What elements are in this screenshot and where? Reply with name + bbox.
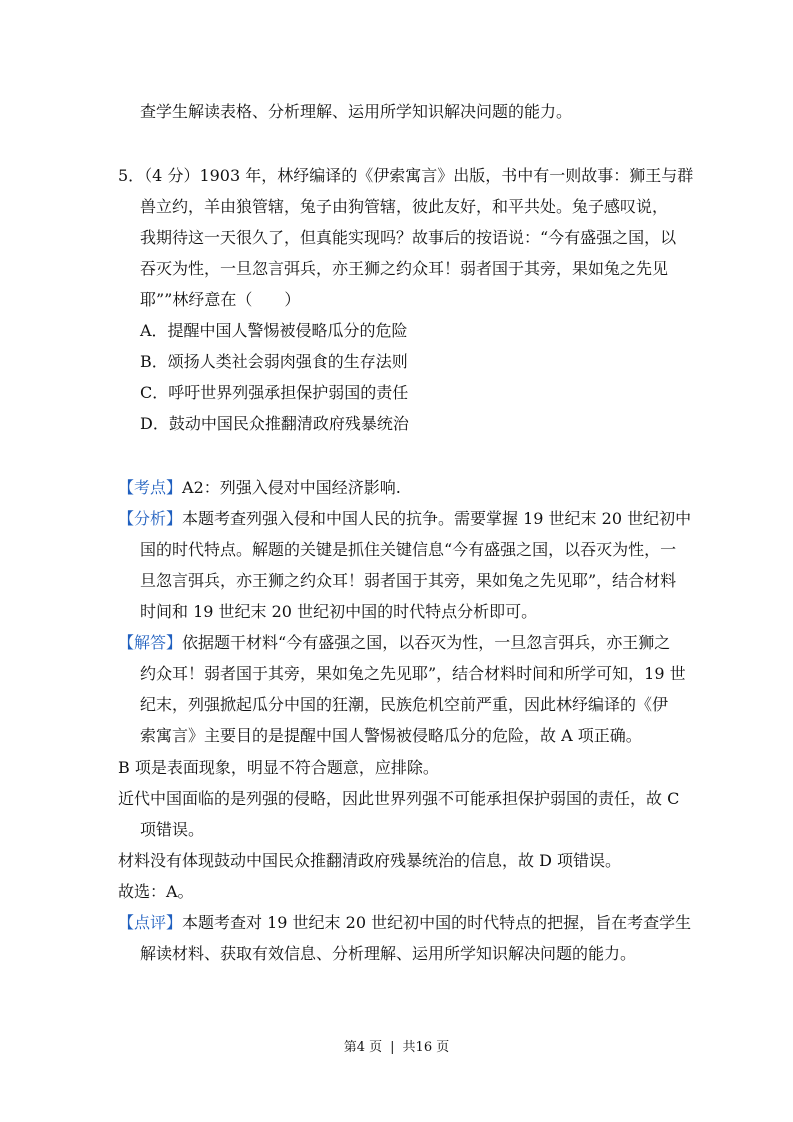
- question-stem-line: 我期待这一天很久了，但真能实现吗？故事后的按语说：“今有盛强之国，以: [140, 228, 677, 247]
- fenxi-section: [118, 509, 691, 529]
- fenxi-tag: 【分析】: [118, 509, 183, 528]
- answer-line: 故选：A。: [118, 882, 194, 901]
- jieda-c-line: 近代中国面临的是列强的侵略，因此世界列强不可能承担保护弱国的责任，故 C: [118, 789, 680, 808]
- jieda-c-line-cont: 项错误。: [140, 820, 205, 839]
- footer-separator: |: [390, 1040, 395, 1055]
- fenxi-text: 本题考查列强入侵和中国人民的抗争。需要掌握 19 世纪末 20 世纪初中: [182, 509, 692, 528]
- dianping-tag: 【点评】: [118, 913, 183, 932]
- fenxi-line: 时间和 19 世纪末 20 世纪初中国的时代特点分析即可。: [140, 602, 538, 621]
- jieda-d-line: 材料没有体现鼓动中国民众推翻清政府残暴统治的信息，故 D 项错误。: [118, 851, 622, 870]
- dianping-section: [118, 913, 691, 933]
- dianping-line: 解读材料、获取有效信息、分析理解、运用所学知识解决问题的能力。: [140, 944, 637, 963]
- fenxi-line: 旦忽言弭兵，亦王狮之约众耳！弱者国于其旁，果如兔之先见耶”，结合材料: [140, 571, 677, 590]
- jieda-b-line: B 项是表面现象，明显不符合题意，应排除。: [118, 758, 439, 777]
- page-number: 第4 页: [343, 1040, 383, 1055]
- option-a: A．提醒中国人警惕被侵略瓜分的危险: [140, 321, 408, 340]
- option-d: D．鼓动中国民众推翻清政府残暴统治: [140, 414, 409, 433]
- jieda-section: [118, 633, 670, 653]
- jieda-line: 纪末，列强掀起瓜分中国的狂潮，民族危机空前严重，因此林纾编译的《伊: [140, 695, 669, 714]
- kaodian-text: A2：列强入侵对中国经济影响.: [182, 478, 401, 497]
- fenxi-line: 国的时代特点。解题的关键是抓住关键信息“今有盛强之国，以吞灭为性，一: [140, 540, 677, 559]
- option-c: C．呼吁世界列强承担保护弱国的责任: [140, 383, 409, 402]
- question-stem-line: 吞灭为性，一旦忽言弭兵，亦王狮之约众耳！弱者国于其旁，果如兔之先见: [140, 259, 669, 278]
- kaodian-section: [118, 478, 401, 498]
- dianping-text: 本题考查对 19 世纪末 20 世纪初中国的时代特点的把握，旨在考查学生: [182, 913, 692, 932]
- intro-text: 查学生解读表格、分析理解、运用所学知识解决问题的能力。: [140, 102, 573, 121]
- jieda-line: 约众耳！弱者国于其旁，果如兔之先见耶”，结合材料时间和所学可知，19 世: [140, 664, 686, 683]
- page-total: 共16 页: [402, 1040, 450, 1055]
- jieda-tag: 【解答】: [118, 633, 183, 652]
- option-b: B．颂扬人类社会弱肉强食的生存法则: [140, 352, 408, 371]
- page-footer: [0, 1040, 793, 1056]
- kaodian-tag: 【考点】: [118, 478, 183, 497]
- question-stem-line: 兽立约，羊由狼管辖，兔子由狗管辖，彼此友好，和平共处。兔子感叹说，: [140, 197, 669, 216]
- question-stem-line: 耶””林纾意在（ ）: [140, 290, 301, 309]
- jieda-line: 索寓言》主要目的是提醒中国人警惕被侵略瓜分的危险，故 A 项正确。: [140, 726, 642, 745]
- jieda-text: 依据题干材料“今有盛强之国，以吞灭为性，一旦忽言弭兵，亦王狮之: [182, 633, 671, 652]
- question-stem-line: 5．（4 分）1903 年，林纾编译的《伊索寓言》出版，书中有一则故事：狮王与群: [118, 166, 694, 185]
